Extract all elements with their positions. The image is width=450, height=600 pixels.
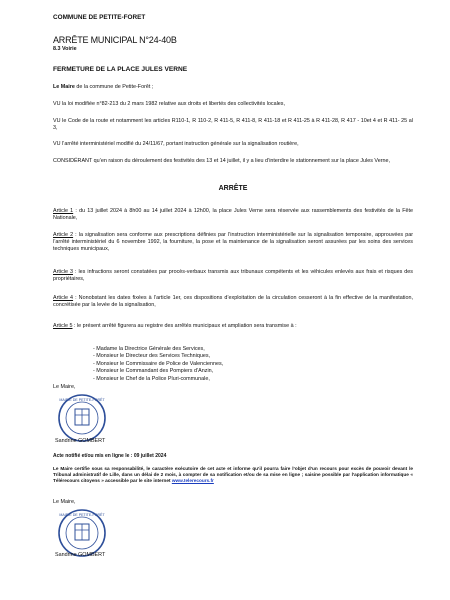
recipients-list [93, 346, 353, 383]
article-text: : Nonobstant les dates fixées à l’article 1er, ces dispositions d’exploitation de la circulation cesseront à la fin effective de la manifestation, concrétisée par la levée de la signalisation, [53, 295, 413, 309]
article-label: Article 5 [53, 323, 73, 329]
list-item: - Monsieur le Commissaire de Police de Valenciennes, [93, 360, 224, 367]
seal-graphic [57, 508, 107, 558]
article-text: : du 13 juillet 2024 à 8h00 au 14 juillet 2024 à 12h00, la place Jules Verne sera réservée aux rassemblements des festivités de la Fête Nationale, [53, 208, 413, 222]
telerecours-link[interactable]: www.telerecours.fr [171, 478, 214, 484]
svg-text:MAIRIE DE PETITE-FORÊT: MAIRIE DE PETITE-FORÊT [59, 513, 105, 517]
considerant-prefix: CONSIDÉRANT [53, 158, 93, 164]
article-4 [53, 295, 413, 309]
vu-item: VU l’arrêté interministériel modifié du 24/11/67, portant instruction générale sur la signalisation routière, [53, 141, 299, 147]
seal-graphic [57, 393, 107, 443]
arrete-number: ARRÊTE MUNICIPAL N°24-40B [53, 35, 177, 45]
list-item: - Monsieur le Chef de la Police Pluri-communale, [93, 375, 210, 382]
list-item: - Monsieur le Commandant des Pompiers d’Anzin, [93, 368, 214, 375]
maire-suffix: de la commune de Petite-Forêt ; [74, 84, 154, 90]
article-label: Article 1 [53, 208, 74, 214]
article-1 [53, 208, 413, 222]
article-text: : les infractions seront constatées par procès-verbaux transmis aux tribunaux compétents et les véhicules enlevés aux frais et risques des propriétaires, [53, 269, 413, 283]
signature-label: Le Maire, [53, 384, 76, 390]
maire-line [53, 84, 413, 91]
article-2 [53, 232, 413, 254]
maire-prefix: Le Maire [53, 84, 75, 90]
article-3 [53, 269, 413, 283]
mairie-seal-icon [57, 393, 107, 443]
list-item: - Monsieur le Directeur des Services Techniques, [93, 353, 211, 360]
publication-date: Acte notifié et/ou mis en ligne le : 09 juillet 2024 [53, 453, 167, 459]
considerant-paragraph [53, 158, 413, 165]
mairie-seal-icon [57, 508, 107, 558]
category-label: 8.3 Voirie [53, 46, 77, 52]
article-label: Article 4 [53, 295, 74, 301]
article-text: : la signalisation sera conforme aux prescriptions définies par l’instruction interministérielle sur la signalisation temporaire, approuvées par l’arrêté interministériel du 6 novembre 1992, la fourniture, la pose et la maintenance de la signalisation seront assurées par les soins des services techniques municipaux, [53, 232, 413, 253]
considerant-text: qu’en raison du déroulement des festivités des 13 et 14 juillet, il y a lieu d’interdire le stationnement sur la place Jules Verne, [92, 158, 390, 164]
recours-text: Le Maire certifie sous sa responsabilité, le caractère exécutoire de cet acte et informe qu’il pourra faire l’objet d’un recours pour excès de pouvoir devant le Tribunal administratif de Lille, dans un délai de 2 mois, à compter de sa notification et/ou de sa mise en ligne ; saisine possible par l’application informatique « Télérecours citoyens » accessible par le site internet [53, 466, 413, 484]
list-item: - Madame la Directrice Générale des Services, [93, 346, 205, 352]
article-label: Article 3 [53, 269, 73, 275]
document-title: FERMETURE DE LA PLACE JULES VERNE [53, 66, 188, 73]
signature-label-2: Le Maire, [53, 499, 76, 505]
vu-item: VU le Code de la route et notamment les articles R110-1, R 110-2, R 411-5, R 411-8, R 411-18 et R 411-25 à R 411-28, R 417 - 10et 4 et R 411- 25 al 3, [53, 118, 413, 132]
article-label: Article 2 [53, 232, 74, 238]
signatory-name-2: Sandrine GOMBERT [55, 552, 106, 558]
arrete-heading: ARRÊTE [218, 185, 248, 192]
article-text: : le présent arrêté figurera au registre des arrêtés municipaux et ampliation sera transmise à : [72, 323, 297, 329]
recours-notice [53, 466, 413, 485]
vu-item: VU la loi modifiée n°82-213 du 2 mars 1982 relative aux droits et libertés des collectivités locales, [53, 101, 285, 107]
article-5 [53, 323, 413, 330]
svg-text:MAIRIE DE PETITE-FORÊT: MAIRIE DE PETITE-FORÊT [59, 398, 105, 402]
commune-name: COMMUNE DE PETITE-FORET [53, 14, 146, 21]
signatory-name: Sandrine GOMBERT [55, 438, 106, 444]
